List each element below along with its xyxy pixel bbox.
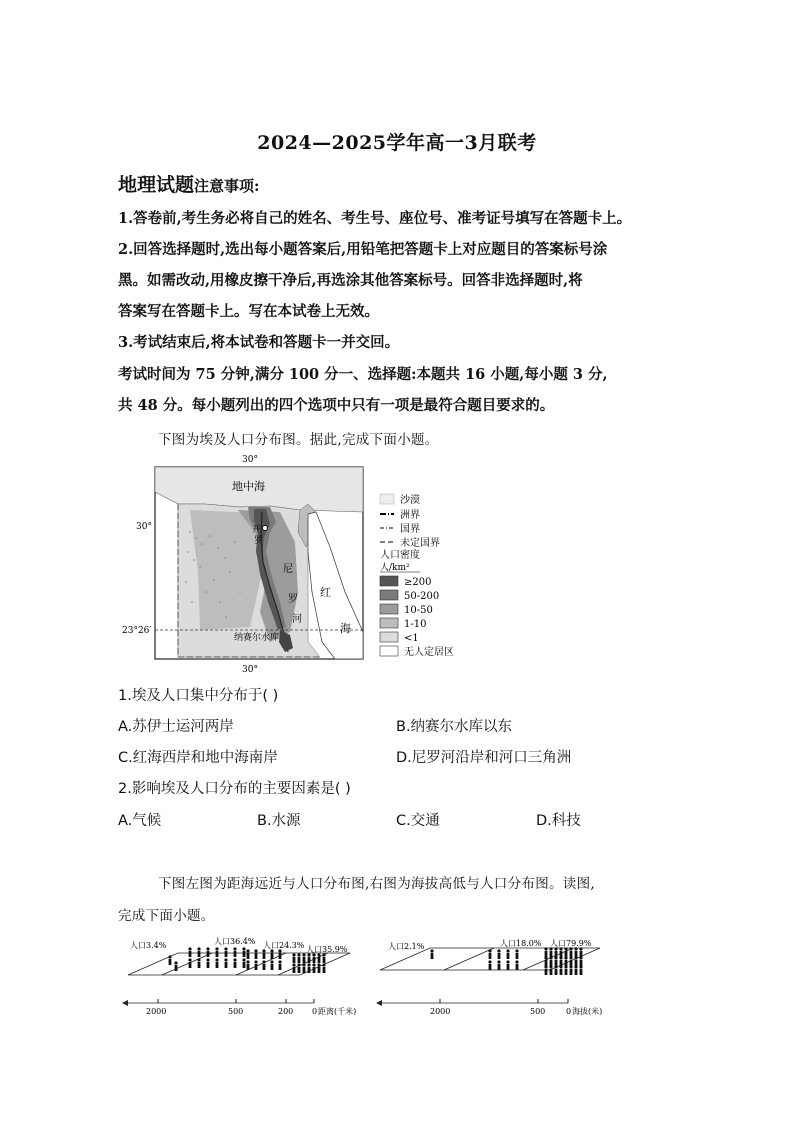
left-people	[168, 947, 325, 973]
person-body-icon	[555, 960, 558, 966]
person-body-icon	[198, 951, 201, 957]
person-body-icon	[550, 969, 553, 975]
person-head-icon	[569, 965, 572, 968]
person-body-icon	[225, 962, 228, 968]
nile-label-1: 尼	[283, 564, 293, 575]
person-head-icon	[224, 958, 227, 961]
person-body-icon	[255, 964, 258, 970]
person-body-icon	[303, 957, 306, 963]
lake-label: 纳赛尔水库	[234, 633, 280, 643]
intro-map: 下图为埃及人口分布图。据此,完成下面小题。	[158, 432, 439, 448]
person-body-icon	[580, 969, 583, 975]
person-body-icon	[234, 962, 237, 968]
person-body-icon	[298, 957, 301, 963]
person-head-icon	[549, 956, 552, 959]
person-head-icon	[188, 947, 191, 950]
person-body-icon	[279, 964, 282, 970]
person-head-icon	[297, 963, 300, 966]
person-body-icon	[498, 953, 501, 959]
legend-swatch	[380, 576, 398, 586]
person-body-icon	[560, 951, 563, 957]
person-head-icon	[544, 956, 547, 959]
person-body-icon	[555, 951, 558, 957]
person-body-icon	[565, 951, 568, 957]
cairo-label-1: 开	[252, 525, 262, 535]
right-tick-label-1: 2000	[430, 1007, 451, 1016]
person-head-icon	[497, 949, 500, 952]
nile-label-3: 河	[292, 614, 302, 625]
legend-desert-swatch	[380, 494, 394, 504]
person-head-icon	[168, 955, 171, 958]
person-head-icon	[174, 961, 177, 964]
left-tick-label-4: 0	[312, 1007, 318, 1016]
legend-continent: 洲界	[400, 510, 420, 521]
legend-density-unit: 人/km²	[380, 563, 410, 573]
person-body-icon	[271, 953, 274, 959]
person-head-icon	[254, 949, 257, 952]
legend-class-label: ≥200	[404, 577, 432, 588]
q1-option-a[interactable]: A.苏伊士运河两岸	[118, 719, 234, 735]
q1-option-d[interactable]: D.尼罗河沿岸和河口三角洲	[396, 750, 572, 766]
person-body-icon	[431, 953, 434, 959]
person-head-icon	[233, 947, 236, 950]
person-head-icon	[515, 949, 518, 952]
person-head-icon	[188, 958, 191, 961]
person-head-icon	[559, 956, 562, 959]
person-head-icon	[579, 965, 582, 968]
lon-bottom-label: 30°	[242, 665, 258, 675]
legend-undetermined: 未定国界	[400, 538, 440, 549]
q2-option-d[interactable]: D.科技	[536, 813, 581, 829]
person-body-icon	[516, 953, 519, 959]
right-tick-label-3: 0	[566, 1007, 572, 1016]
person-body-icon	[580, 960, 583, 966]
person-head-icon	[554, 965, 557, 968]
left-figure	[122, 936, 356, 1016]
q1-option-b[interactable]: B.纳赛尔水库以东	[396, 719, 513, 735]
person-head-icon	[297, 953, 300, 956]
person-head-icon	[569, 956, 572, 959]
person-body-icon	[189, 951, 192, 957]
person-head-icon	[497, 960, 500, 963]
red-sea-label-1: 红	[320, 586, 331, 599]
person-body-icon	[318, 967, 321, 973]
notice-line-2b: 黑。如需改动,用橡皮擦干净后,再选涂其他答案标号。回答非选择题时,将	[118, 272, 583, 289]
legend-class-label: 无人定居区	[404, 647, 454, 658]
q2-stem: 2.影响埃及人口分布的主要因素是( )	[118, 781, 351, 797]
person-body-icon	[216, 962, 219, 968]
person-head-icon	[312, 963, 315, 966]
right-axis-label: 海拔(米)	[572, 1007, 603, 1016]
person-body-icon	[234, 951, 237, 957]
person-body-icon	[279, 953, 282, 959]
person-head-icon	[246, 949, 249, 952]
q2-option-b[interactable]: B.水源	[257, 813, 301, 829]
left-tick-label-1: 2000	[146, 1007, 167, 1016]
legend-swatch	[380, 646, 398, 656]
person-body-icon	[516, 964, 519, 970]
nile-label-2: 罗	[288, 594, 298, 605]
legend-class-label: <1	[404, 633, 419, 644]
person-body-icon	[198, 962, 201, 968]
person-body-icon	[575, 960, 578, 966]
person-body-icon	[550, 960, 553, 966]
right-label-2: 人口18.0%	[500, 939, 542, 948]
right-label-1: 人口2.1%	[388, 942, 425, 951]
person-body-icon	[293, 957, 296, 963]
person-head-icon	[215, 947, 218, 950]
person-head-icon	[559, 965, 562, 968]
person-body-icon	[570, 951, 573, 957]
population-distance-altitude-figures	[118, 935, 618, 1020]
person-head-icon	[246, 960, 249, 963]
person-head-icon	[197, 958, 200, 961]
person-body-icon	[489, 953, 492, 959]
person-body-icon	[308, 957, 311, 963]
person-head-icon	[317, 963, 320, 966]
person-body-icon	[570, 969, 573, 975]
person-head-icon	[488, 960, 491, 963]
notice-line-3: 3.考试结束后,将本试卷和答题卡一并交回。	[118, 334, 400, 351]
person-body-icon	[555, 969, 558, 975]
person-body-icon	[575, 969, 578, 975]
person-head-icon	[215, 958, 218, 961]
q1-stem: 1.埃及人口集中分布于( )	[118, 688, 279, 704]
person-body-icon	[507, 953, 510, 959]
person-body-icon	[255, 953, 258, 959]
person-body-icon	[207, 962, 210, 968]
legend-national: 国界	[400, 524, 420, 535]
legend-swatch	[380, 590, 398, 600]
person-head-icon	[564, 956, 567, 959]
person-head-icon	[515, 960, 518, 963]
person-body-icon	[313, 967, 316, 973]
person-body-icon	[489, 964, 492, 970]
person-body-icon	[308, 967, 311, 973]
person-head-icon	[506, 960, 509, 963]
person-head-icon	[564, 965, 567, 968]
person-body-icon	[318, 957, 321, 963]
person-head-icon	[574, 956, 577, 959]
person-body-icon	[303, 967, 306, 973]
person-head-icon	[549, 965, 552, 968]
intro-figs-b: 完成下面小题。	[118, 908, 215, 924]
legend-class-label: 1-10	[404, 619, 427, 630]
left-axis-label: 距离(千米)	[318, 1007, 357, 1016]
left-tick-label-3: 200	[278, 1007, 294, 1016]
person-head-icon	[262, 960, 265, 963]
right-label-3: 人口79.9%	[550, 939, 592, 948]
notice-line-1: 1.答卷前,考生务必将自己的姓名、考生号、座位号、准考证号填写在答题卡上。	[118, 210, 632, 227]
subject-name: 地理试题	[118, 174, 195, 196]
person-head-icon	[224, 947, 227, 950]
legend-density-title: 人口密度	[380, 550, 420, 561]
person-body-icon	[313, 957, 316, 963]
person-body-icon	[565, 969, 568, 975]
person-head-icon	[488, 949, 491, 952]
map-legend	[380, 493, 454, 658]
person-head-icon	[233, 958, 236, 961]
person-head-icon	[278, 960, 281, 963]
person-body-icon	[271, 964, 274, 970]
egypt-population-map	[122, 452, 480, 677]
person-body-icon	[545, 969, 548, 975]
person-head-icon	[554, 956, 557, 959]
person-head-icon	[254, 960, 257, 963]
person-body-icon	[570, 960, 573, 966]
legend-classes	[380, 576, 454, 658]
person-body-icon	[247, 964, 250, 970]
person-body-icon	[550, 951, 553, 957]
person-body-icon	[545, 960, 548, 966]
person-body-icon	[175, 965, 178, 971]
person-body-icon	[216, 951, 219, 957]
person-body-icon	[247, 953, 250, 959]
legend-class-label: 50-200	[404, 591, 440, 602]
right-figure	[376, 938, 602, 1016]
red-sea-label-2: 海	[340, 622, 351, 635]
left-axis-arrow	[122, 1000, 128, 1006]
left-label-3: 人口24.3%	[263, 941, 305, 950]
q1-option-c[interactable]: C.红海西岸和地中海南岸	[118, 750, 278, 766]
person-body-icon	[225, 951, 228, 957]
exam-info-a: 考试时间为 75 分钟,满分 100 分一、选择题:本题共 16 小题,每小题 3 分,	[118, 366, 608, 383]
person-body-icon	[243, 962, 246, 968]
person-body-icon	[575, 951, 578, 957]
subject-heading	[118, 170, 260, 197]
legend-swatch	[380, 632, 398, 642]
cairo-marker	[263, 526, 268, 531]
person-head-icon	[302, 963, 305, 966]
person-body-icon	[298, 967, 301, 973]
person-head-icon	[307, 963, 310, 966]
person-head-icon	[574, 965, 577, 968]
q2-option-c[interactable]: C.交通	[396, 813, 440, 829]
intro-figs-a: 下图左图为距海远近与人口分布图,右图为海拔高低与人口分布图。读图,	[158, 876, 595, 892]
q2-option-a[interactable]: A.气候	[118, 813, 162, 829]
right-divider-1	[444, 948, 494, 970]
person-body-icon	[580, 951, 583, 957]
person-head-icon	[430, 949, 433, 952]
person-head-icon	[206, 958, 209, 961]
page-title: 2024—2025学年高一3月联考	[257, 132, 537, 154]
person-body-icon	[243, 951, 246, 957]
person-body-icon	[263, 953, 266, 959]
right-axis-arrow	[376, 1000, 382, 1006]
legend-class-label: 10-50	[404, 605, 433, 616]
person-head-icon	[544, 947, 547, 950]
person-head-icon	[270, 960, 273, 963]
lat-30-label: 30°	[136, 522, 152, 532]
left-label-1: 人口3.4%	[130, 941, 167, 950]
person-head-icon	[197, 947, 200, 950]
mediterranean-label: 地中海	[232, 480, 265, 493]
lon-top-label: 30°	[242, 455, 258, 465]
right-people	[430, 947, 582, 975]
left-tick-label-2: 500	[228, 1007, 244, 1016]
legend-desert: 沙漠	[400, 495, 420, 506]
person-body-icon	[207, 951, 210, 957]
person-body-icon	[545, 951, 548, 957]
person-body-icon	[293, 967, 296, 973]
person-body-icon	[323, 967, 326, 973]
person-body-icon	[560, 960, 563, 966]
left-label-2: 人口36.4%	[214, 937, 256, 946]
notice-heading: 注意事项:	[194, 177, 260, 195]
left-plane	[128, 953, 350, 975]
person-head-icon	[544, 965, 547, 968]
person-head-icon	[322, 963, 325, 966]
person-body-icon	[507, 964, 510, 970]
person-body-icon	[189, 962, 192, 968]
person-body-icon	[565, 960, 568, 966]
legend-swatch	[380, 604, 398, 614]
person-body-icon	[323, 957, 326, 963]
person-head-icon	[292, 963, 295, 966]
exam-info-b: 共 48 分。每小题列出的四个选项中只有一项是最符合题目要求的。	[118, 397, 555, 414]
person-body-icon	[169, 959, 172, 965]
person-body-icon	[498, 964, 501, 970]
person-head-icon	[242, 958, 245, 961]
person-head-icon	[242, 947, 245, 950]
right-tick-label-2: 500	[530, 1007, 546, 1016]
legend-swatch	[380, 618, 398, 628]
person-body-icon	[263, 964, 266, 970]
person-head-icon	[506, 949, 509, 952]
notice-line-2c: 答案写在答题卡上。写在本试卷上无效。	[118, 303, 379, 320]
person-head-icon	[206, 947, 209, 950]
person-body-icon	[560, 969, 563, 975]
cairo-label-2: 罗	[254, 536, 264, 546]
person-head-icon	[292, 953, 295, 956]
left-label-4: 人口35.9%	[306, 945, 348, 954]
notice-line-2a: 2.回答选择题时,选出每小题答案后,用铅笔把答题卡上对应题目的答案标号涂	[118, 241, 608, 258]
lat-23-label: 23°26′	[122, 626, 152, 636]
person-head-icon	[579, 956, 582, 959]
